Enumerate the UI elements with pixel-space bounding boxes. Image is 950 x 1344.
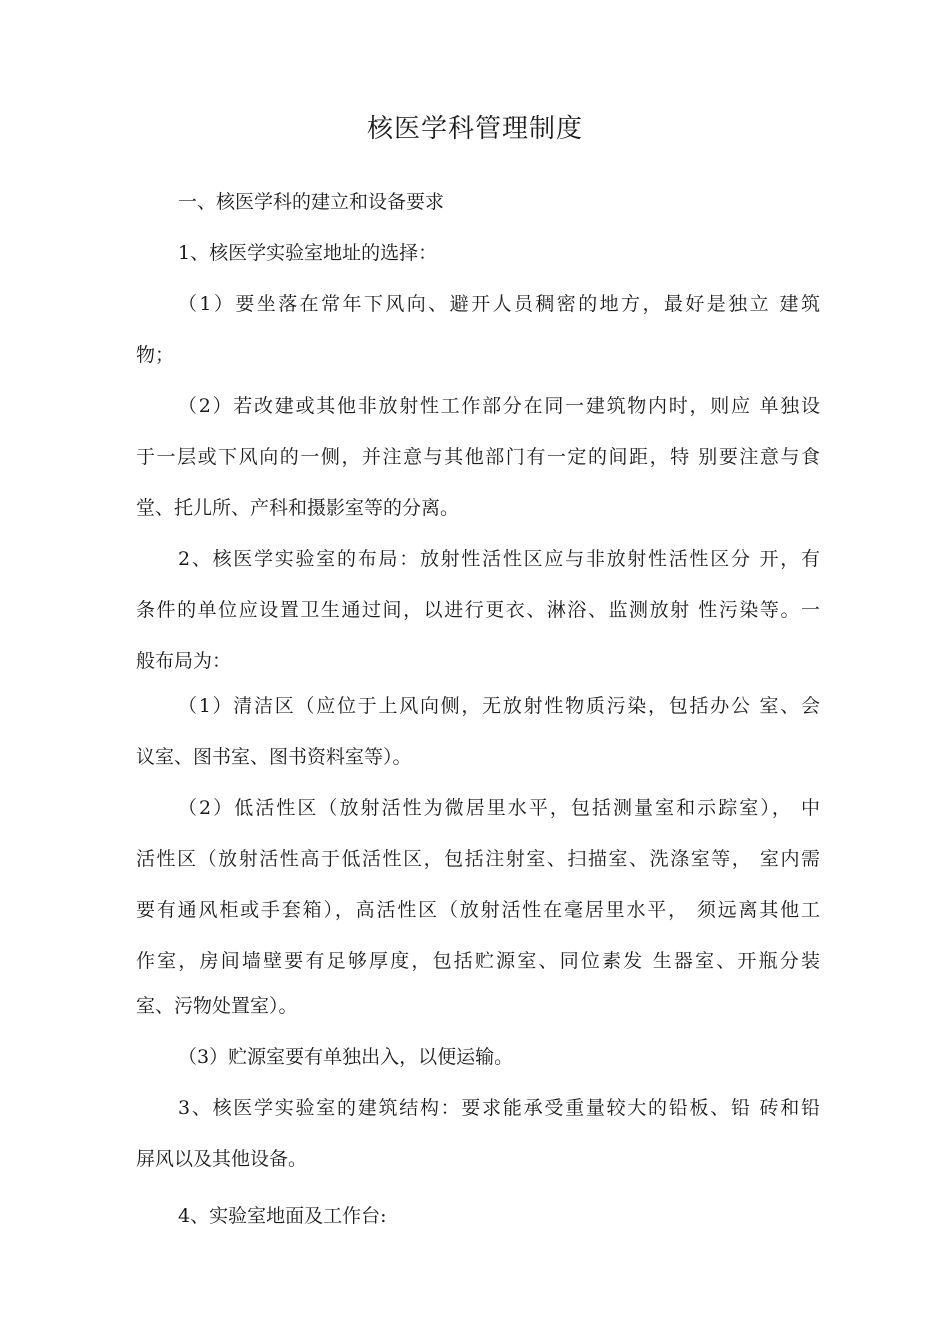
- paragraph-line: 室、污物处置室）。: [136, 995, 298, 1017]
- paragraph-line: （2）若改建或其他非放射性工作部分在同一建筑物内时，则应 单独设: [178, 395, 820, 417]
- page-title: 核医学科管理制度: [366, 114, 583, 144]
- paragraph-line: 屏风以及其他设备。: [136, 1148, 308, 1170]
- paragraph-line: 物；: [136, 344, 175, 366]
- paragraph-line: （1）要坐落在常年下风向、避开人员稠密的地方，最好是独立 建筑: [178, 293, 820, 315]
- paragraph-line: 活性区（放射活性高于低活性区，包括注射室、扫描室、洗涤室等， 室内需: [136, 848, 820, 870]
- paragraph-line: 4、实验室地面及工作台:: [178, 1205, 387, 1227]
- paragraph-line: （3）贮源室要有单独出入，以便运输。: [178, 1046, 514, 1068]
- paragraph-line: 2、核医学实验室的布局：放射性活性区应与非放射性活性区分 开，有: [178, 548, 820, 570]
- paragraph-line: （1）清洁区（应位于上风向侧，无放射性物质污染，包括办公 室、会: [178, 695, 820, 717]
- paragraph-line: 议室、图书室、图书资料室等）。: [136, 746, 412, 768]
- paragraph-line: 堂、托儿所、产科和摄影室等的分离。: [136, 497, 460, 519]
- paragraph-line: 于一层或下风向的一侧，并注意与其他部门有一定的间距，特 别要注意与食: [136, 446, 820, 468]
- paragraph-line: 3、核医学实验室的建筑结构：要求能承受重量较大的铅板、铅 砖和铅: [178, 1097, 820, 1119]
- paragraph-line: 作室，房间墙壁要有足够厚度，包括贮源室、同位素发 生器室、开瓶分装: [136, 950, 820, 972]
- paragraph-line: 般布局为：: [136, 650, 232, 672]
- paragraph-line: 条件的单位应设置卫生通过间，以进行更衣、淋浴、监测放射 性污染等。一: [136, 599, 820, 621]
- section-heading: 一、核医学科的建立和设备要求: [178, 191, 445, 213]
- paragraph-line: （2）低活性区（放射活性为微居里水平，包括测量室和示踪室）， 中: [178, 797, 820, 819]
- paragraph-line: 要有通风柜或手套箱），高活性区（放射活性在毫居里水平， 须远离其他工: [136, 899, 820, 921]
- paragraph-line: 1、核医学实验室地址的选择：: [178, 242, 438, 264]
